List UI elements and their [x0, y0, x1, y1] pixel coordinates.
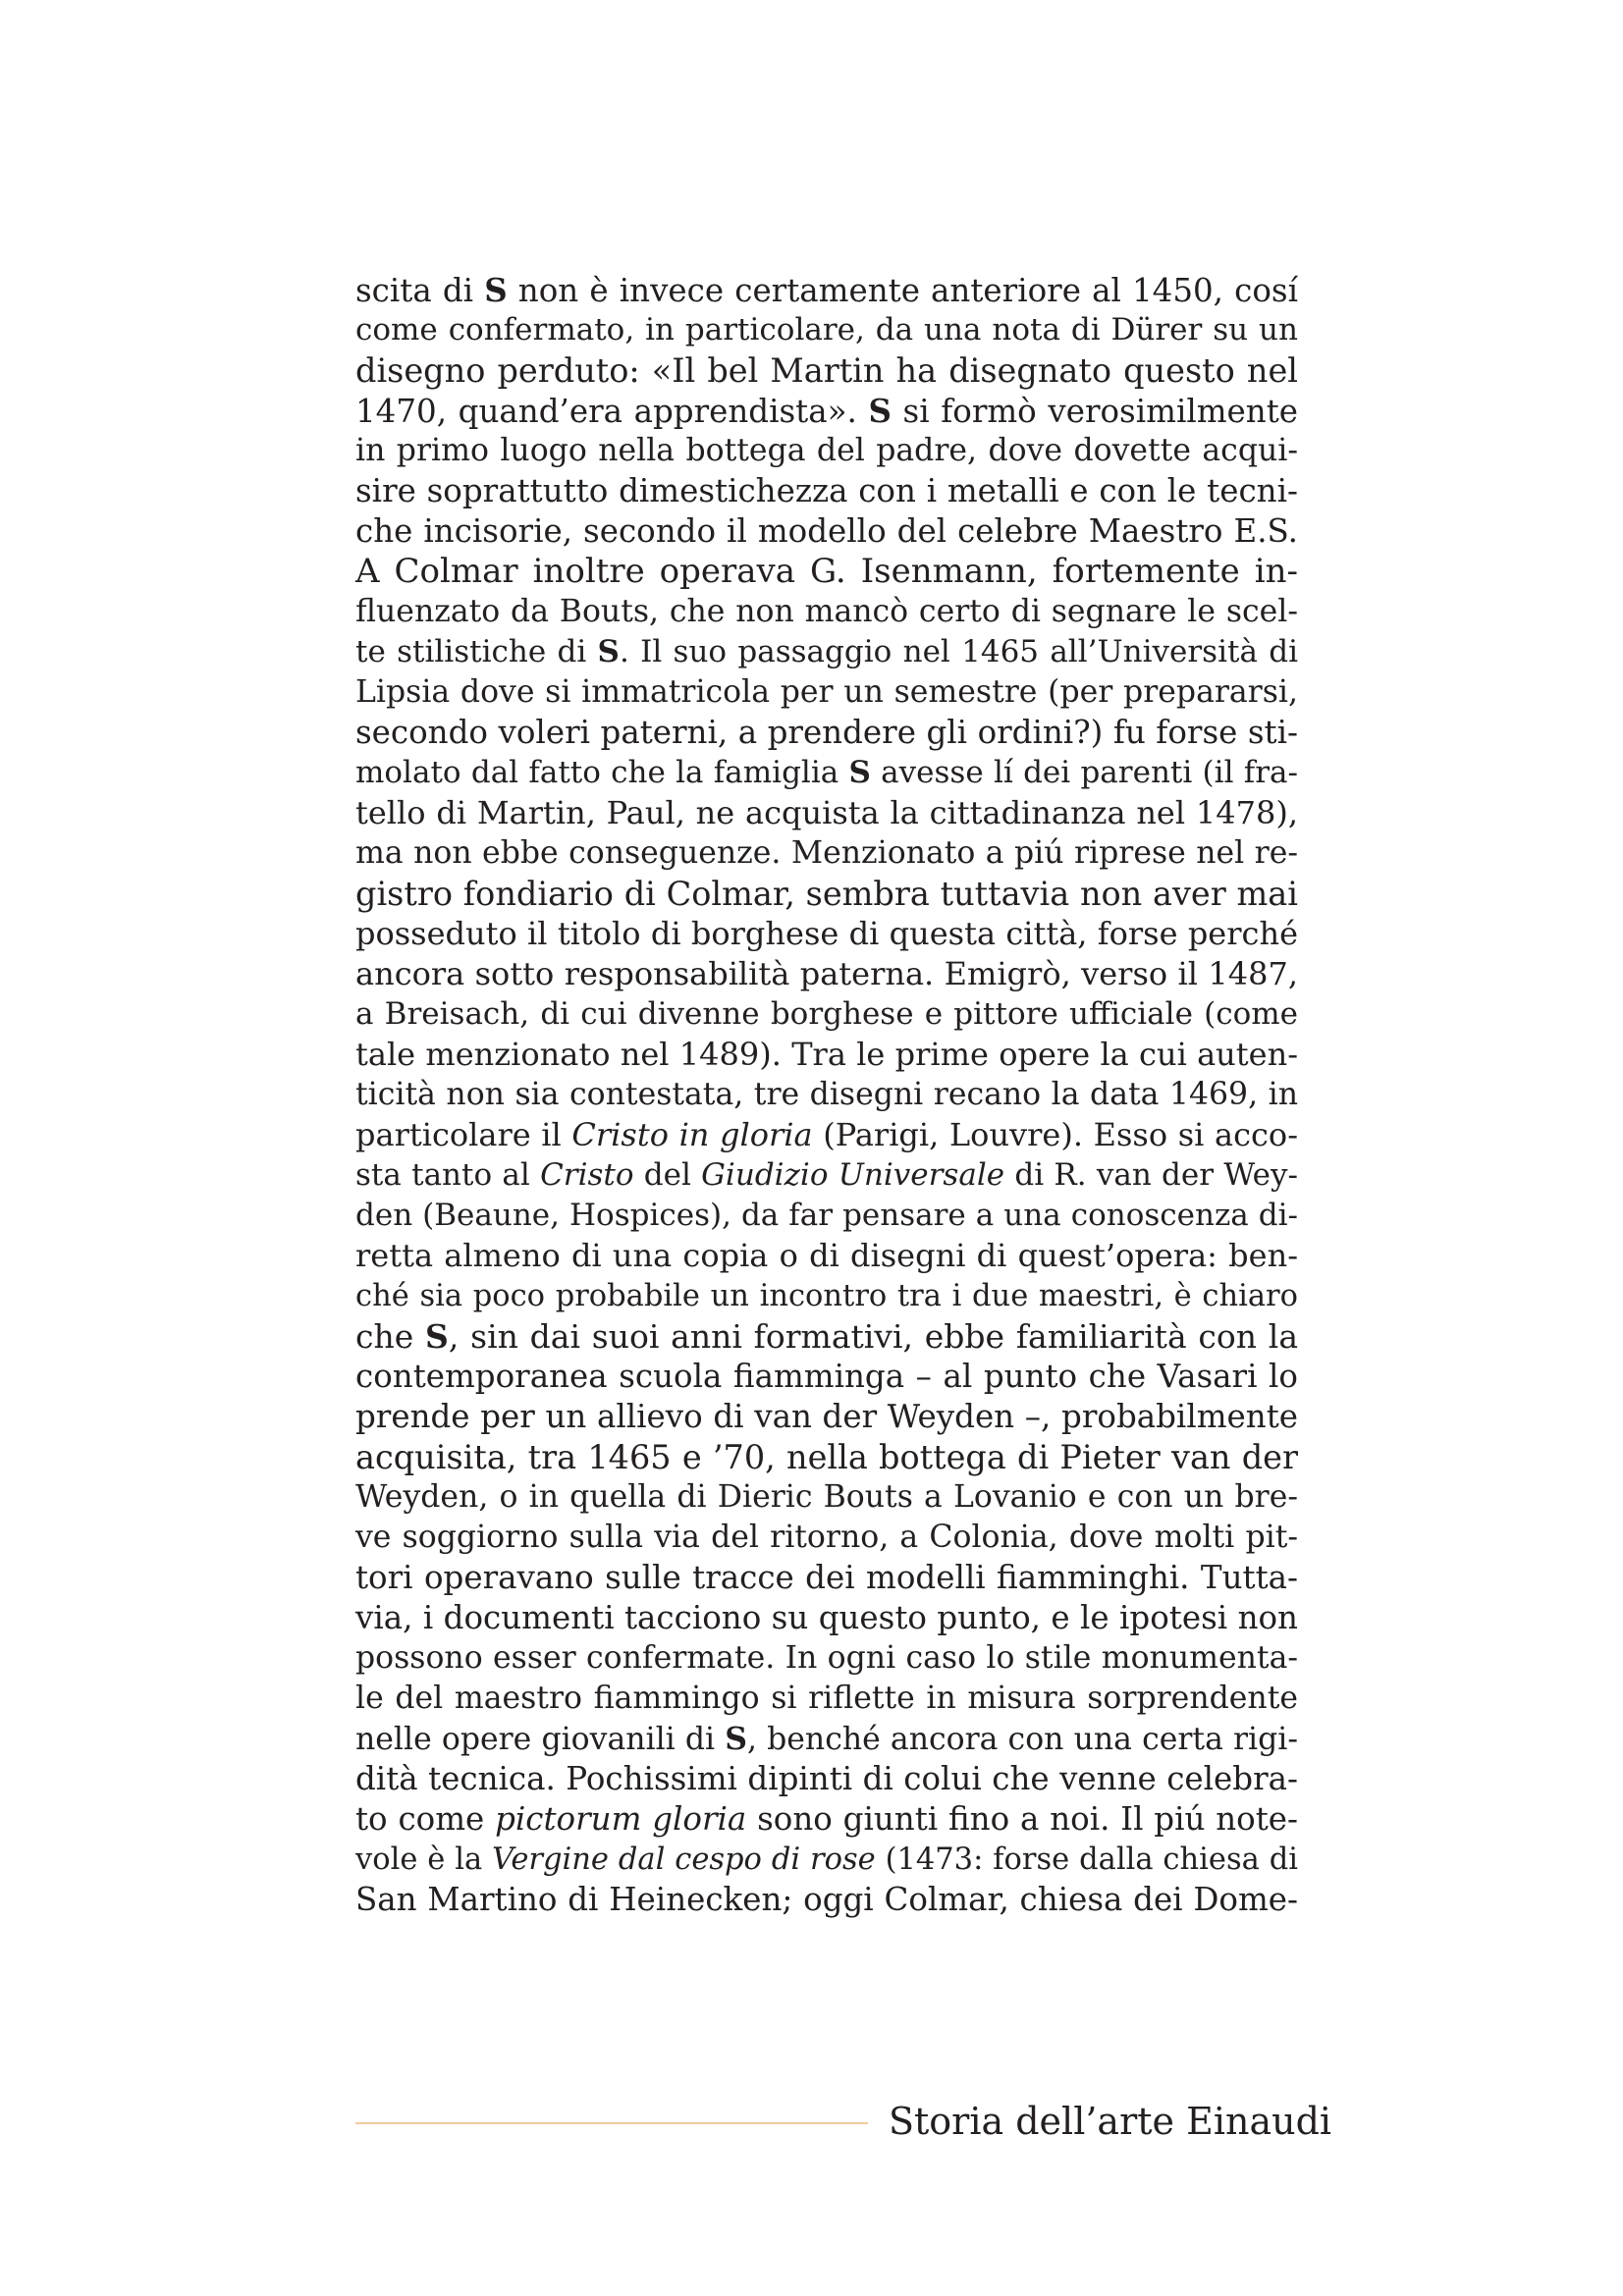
- text-run: Lipsia dove si immatricola per un semestre (per prepararsi,: [355, 674, 1298, 710]
- text-run: sta tanto al: [355, 1157, 541, 1193]
- text-line: [355, 632, 1298, 672]
- text-run: di R. van der Wey-: [1004, 1157, 1298, 1193]
- text-run: secondo voleri paterni, a prendere gli ordini?) fu forse sti-: [355, 714, 1298, 751]
- text-line: [355, 874, 1298, 914]
- text-run: (1473: forse dalla chiesa di: [875, 1842, 1298, 1877]
- text-line: [355, 391, 1298, 431]
- text-run: nelle opere giovanili di: [355, 1722, 726, 1757]
- text-run: scita di: [355, 272, 485, 309]
- bold-abbreviation: S: [484, 271, 508, 309]
- text-line: [355, 914, 1298, 954]
- text-line: [355, 1679, 1298, 1719]
- text-line: [355, 1437, 1298, 1477]
- text-run: Weyden, o in quella di Dieric Bouts a Lovanio e con un bre-: [355, 1479, 1298, 1515]
- text-run: posseduto il titolo di borghese di questa città, forse perché: [355, 915, 1298, 952]
- text-run: che: [355, 1317, 426, 1356]
- body-text: [355, 270, 1298, 1920]
- text-run: ancora sotto responsabilità paterna. Emigrò, verso il 1487,: [355, 955, 1298, 992]
- text-line: [355, 1236, 1298, 1276]
- text-line: [355, 1799, 1298, 1840]
- text-line: [355, 431, 1298, 471]
- text-run: ticità non sia contestata, tre disegni recano la data 1469, in: [355, 1077, 1298, 1112]
- text-line: [355, 1397, 1298, 1437]
- text-run: tori operavano sulle tracce dei modelli fiamminghi. Tutta-: [355, 1559, 1298, 1596]
- bold-abbreviation: S: [725, 1721, 747, 1757]
- text-line: [355, 310, 1298, 350]
- text-run: ve soggiorno sulla via del ritorno, a Colonia, dove molti pit-: [355, 1520, 1298, 1555]
- text-run: avesse lí dei parenti (il fra-: [870, 755, 1299, 790]
- text-line: [355, 1518, 1298, 1558]
- text-line: [355, 1316, 1298, 1357]
- bold-abbreviation: S: [868, 392, 892, 430]
- text-run: ma non ebbe conseguenze. Menzionato a piú riprese nel re-: [355, 835, 1298, 871]
- text-line: [355, 592, 1298, 632]
- bold-abbreviation: S: [597, 634, 620, 669]
- text-run: prende per un allievo di van der Weyden –, probabilmente: [355, 1398, 1298, 1435]
- text-line: [355, 1035, 1298, 1075]
- text-run: molato dal fatto che la famiglia: [355, 755, 849, 790]
- text-run: tello di Martin, Paul, ne acquista la cittadinanza nel 1478),: [355, 794, 1298, 831]
- italic-title: Giudizio Universale: [701, 1157, 1005, 1193]
- text-line: [355, 1357, 1298, 1397]
- text-line: [355, 672, 1298, 713]
- text-run: del: [633, 1157, 702, 1193]
- text-line: [355, 552, 1298, 592]
- text-run: ché sia poco probabile un incontro tra i due maestri, è chiaro: [355, 1279, 1298, 1313]
- italic-title: Cristo: [540, 1157, 634, 1193]
- text-run: San Martino di Heinecken; oggi Colmar, chiesa dei Dome-: [355, 1881, 1298, 1918]
- text-run: acquisita, tra 1465 e ’70, nella bottega di Pieter van der: [355, 1438, 1298, 1476]
- text-run: fluenzato da Bouts, che non mancò certo di segnare le scel-: [355, 594, 1298, 629]
- text-line: [355, 954, 1298, 994]
- text-line: [355, 1276, 1298, 1316]
- text-run: le del maestro fiammingo si riflette in misura sorprendente: [355, 1681, 1298, 1716]
- text-run: sono giunti fino a noi. Il piú note-: [746, 1800, 1298, 1838]
- text-run: , sin dai suoi anni formativi, ebbe familiarità con la: [448, 1317, 1298, 1356]
- text-line: [355, 1115, 1298, 1155]
- text-line: [355, 793, 1298, 833]
- text-line: [355, 1759, 1298, 1799]
- text-run: (Parigi, Louvre). Esso si acco-: [812, 1116, 1299, 1153]
- text-run: to come: [355, 1800, 496, 1838]
- text-run: possono esser confermate. In ogni caso lo stile monumenta-: [355, 1640, 1298, 1676]
- text-run: come confermato, in particolare, da una nota di Dürer su un: [355, 312, 1298, 347]
- text-run: non è invece certamente anteriore al 1450, cosí: [507, 272, 1298, 309]
- text-run: , benché ancora con una certa rigi-: [746, 1722, 1298, 1757]
- bold-abbreviation: S: [848, 755, 871, 790]
- text-line: [355, 511, 1298, 552]
- text-line: [355, 1840, 1298, 1880]
- bold-abbreviation: S: [425, 1317, 449, 1356]
- italic-title: pictorum gloria: [495, 1800, 747, 1838]
- text-line: [355, 753, 1298, 793]
- text-run: che incisorie, secondo il modello del celebre Maestro E.S.: [355, 512, 1298, 550]
- text-run: 1470, quand’era apprendista».: [355, 393, 869, 430]
- footer-book-title: Storia dell’arte Einaudi: [889, 2100, 1332, 2143]
- text-run: sire soprattutto dimestichezza con i metalli e con le tecni-: [355, 472, 1298, 509]
- text-line: [355, 1075, 1298, 1115]
- text-run: vole è la: [355, 1842, 493, 1877]
- text-line: [355, 350, 1298, 391]
- text-run: retta almeno di una copia o di disegni di quest’opera: ben-: [355, 1237, 1298, 1274]
- text-line: [355, 1719, 1298, 1759]
- text-line: [355, 1477, 1298, 1518]
- text-run: te stilistiche di: [355, 634, 598, 669]
- text-line: [355, 1638, 1298, 1679]
- text-line: [355, 1155, 1298, 1196]
- text-run: via, i documenti tacciono su questo punto, e le ipotesi non: [355, 1599, 1298, 1636]
- footer-divider: [355, 2122, 868, 2124]
- text-run: den (Beaune, Hospices), da far pensare a una conoscenza di-: [355, 1198, 1298, 1233]
- text-line: [355, 713, 1298, 753]
- text-run: A Colmar inoltre operava G. Isenmann, fortemente in-: [355, 552, 1298, 591]
- text-line: [355, 1880, 1298, 1920]
- text-run: in primo luogo nella bottega del padre, dove dovette acqui-: [355, 433, 1298, 468]
- text-run: tale menzionato nel 1489). Tra le prime opere la cui auten-: [355, 1036, 1298, 1073]
- text-line: [355, 1196, 1298, 1236]
- text-line: [355, 1558, 1298, 1598]
- italic-title: Vergine dal cespo di rose: [492, 1842, 876, 1877]
- text-run: . Il suo passaggio nel 1465 all’Università di: [619, 634, 1298, 669]
- text-line: [355, 994, 1298, 1035]
- text-run: si formò verosimilmente: [891, 393, 1299, 430]
- text-line: [355, 833, 1298, 874]
- text-line: [355, 1598, 1298, 1638]
- text-run: gistro fondiario di Colmar, sembra tuttavia non aver mai: [355, 875, 1298, 913]
- text-line: [355, 270, 1298, 310]
- text-run: contemporanea scuola fiamminga – al punto che Vasari lo: [355, 1358, 1298, 1395]
- text-line: [355, 471, 1298, 511]
- italic-title: Cristo in gloria: [571, 1116, 813, 1153]
- text-run: disegno perduto: «Il bel Martin ha disegnato questo nel: [355, 351, 1298, 390]
- text-run: a Breisach, di cui divenne borghese e pittore ufficiale (come: [355, 996, 1298, 1032]
- text-run: particolare il: [355, 1116, 572, 1153]
- text-run: dità tecnica. Pochissimi dipinti di colui che venne celebra-: [355, 1760, 1298, 1797]
